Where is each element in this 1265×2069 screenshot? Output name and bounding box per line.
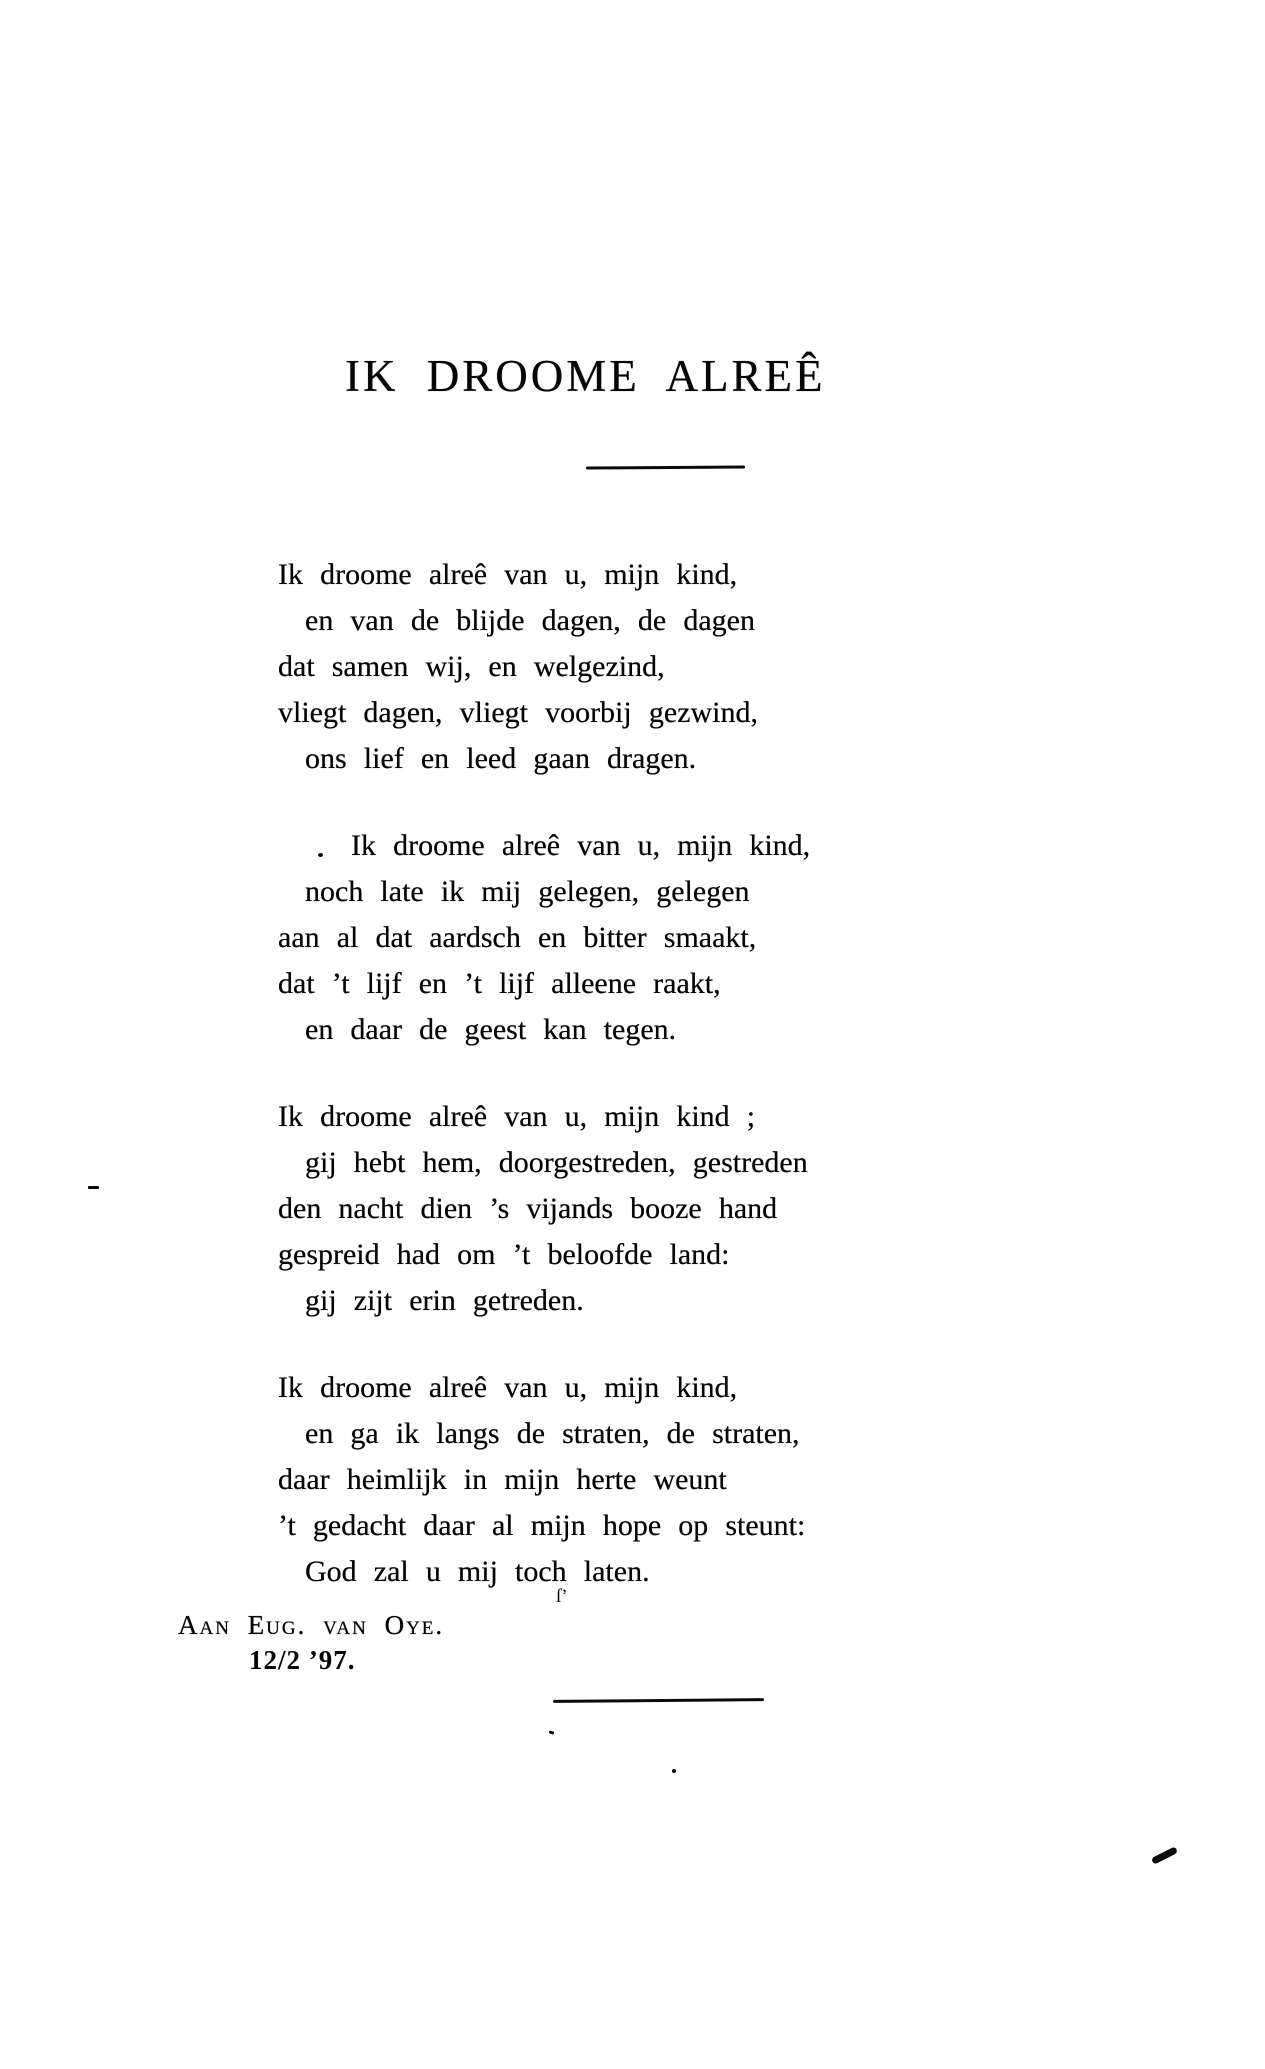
poem-line: vliegt dagen, vliegt voorbij gezwind, xyxy=(278,696,758,729)
poem-line: en daar de geest kan tegen. xyxy=(305,1013,677,1046)
poem-line: en van de blijde dagen, de dagen xyxy=(305,604,755,637)
stanza-3 xyxy=(278,1094,810,1324)
ink-speck: ſ’ xyxy=(556,1586,568,1607)
poem-line: noch late ik mij gelegen, gelegen xyxy=(305,875,750,908)
poem-line: dat samen wij, en welgezind, xyxy=(278,650,665,683)
poem-line: aan al dat aardsch en bitter smaakt, xyxy=(278,921,757,954)
poem-line: en ga ik langs de straten, de straten, xyxy=(305,1417,800,1450)
footer-divider-rule xyxy=(553,1698,764,1703)
poem-title: IK DROOME ALREÊ xyxy=(345,351,826,401)
poem-line: God zal u mij toch laten. xyxy=(305,1555,650,1588)
ink-speck xyxy=(672,1769,676,1773)
poem-line: Ik droome alreê van u, mijn kind ; xyxy=(278,1100,756,1133)
ink-speck xyxy=(549,1730,555,1735)
ink-speck xyxy=(1151,1846,1178,1864)
poem-line: ’t gedacht daar al mijn hope op steunt: xyxy=(278,1509,806,1542)
stanza-4 xyxy=(278,1365,810,1595)
poem-body xyxy=(278,552,810,1636)
dedication-line: Aan Eug. van Oye. xyxy=(178,1610,445,1640)
ink-speck xyxy=(88,1186,99,1189)
ink-speck xyxy=(318,853,323,857)
poem-line: dat ’t lijf en ’t lijf alleene raakt, xyxy=(278,967,721,1000)
stanza-2 xyxy=(278,823,810,1053)
poem-line: gij zijt erin getreden. xyxy=(305,1284,584,1317)
poem-line: Ik droome alreê van u, mijn kind, xyxy=(278,558,738,591)
title-divider-rule xyxy=(586,465,745,469)
poem-line: Ik droome alreê van u, mijn kind, xyxy=(278,1371,738,1404)
poem-line: daar heimlijk in mijn herte weunt xyxy=(278,1463,727,1496)
poem-line: ons lief en leed gaan dragen. xyxy=(305,742,697,775)
poem-line: gij hebt hem, doorgestreden, gestreden xyxy=(305,1146,808,1179)
date-line: 12/2 ’97. xyxy=(249,1645,356,1675)
poem-line: den nacht dien ’s vijands booze hand xyxy=(278,1192,778,1225)
poem-line: Ik droome alreê van u, mijn kind, xyxy=(351,829,811,862)
stanza-1 xyxy=(278,552,810,782)
poem-line: gespreid had om ’t beloofde land: xyxy=(278,1238,730,1271)
